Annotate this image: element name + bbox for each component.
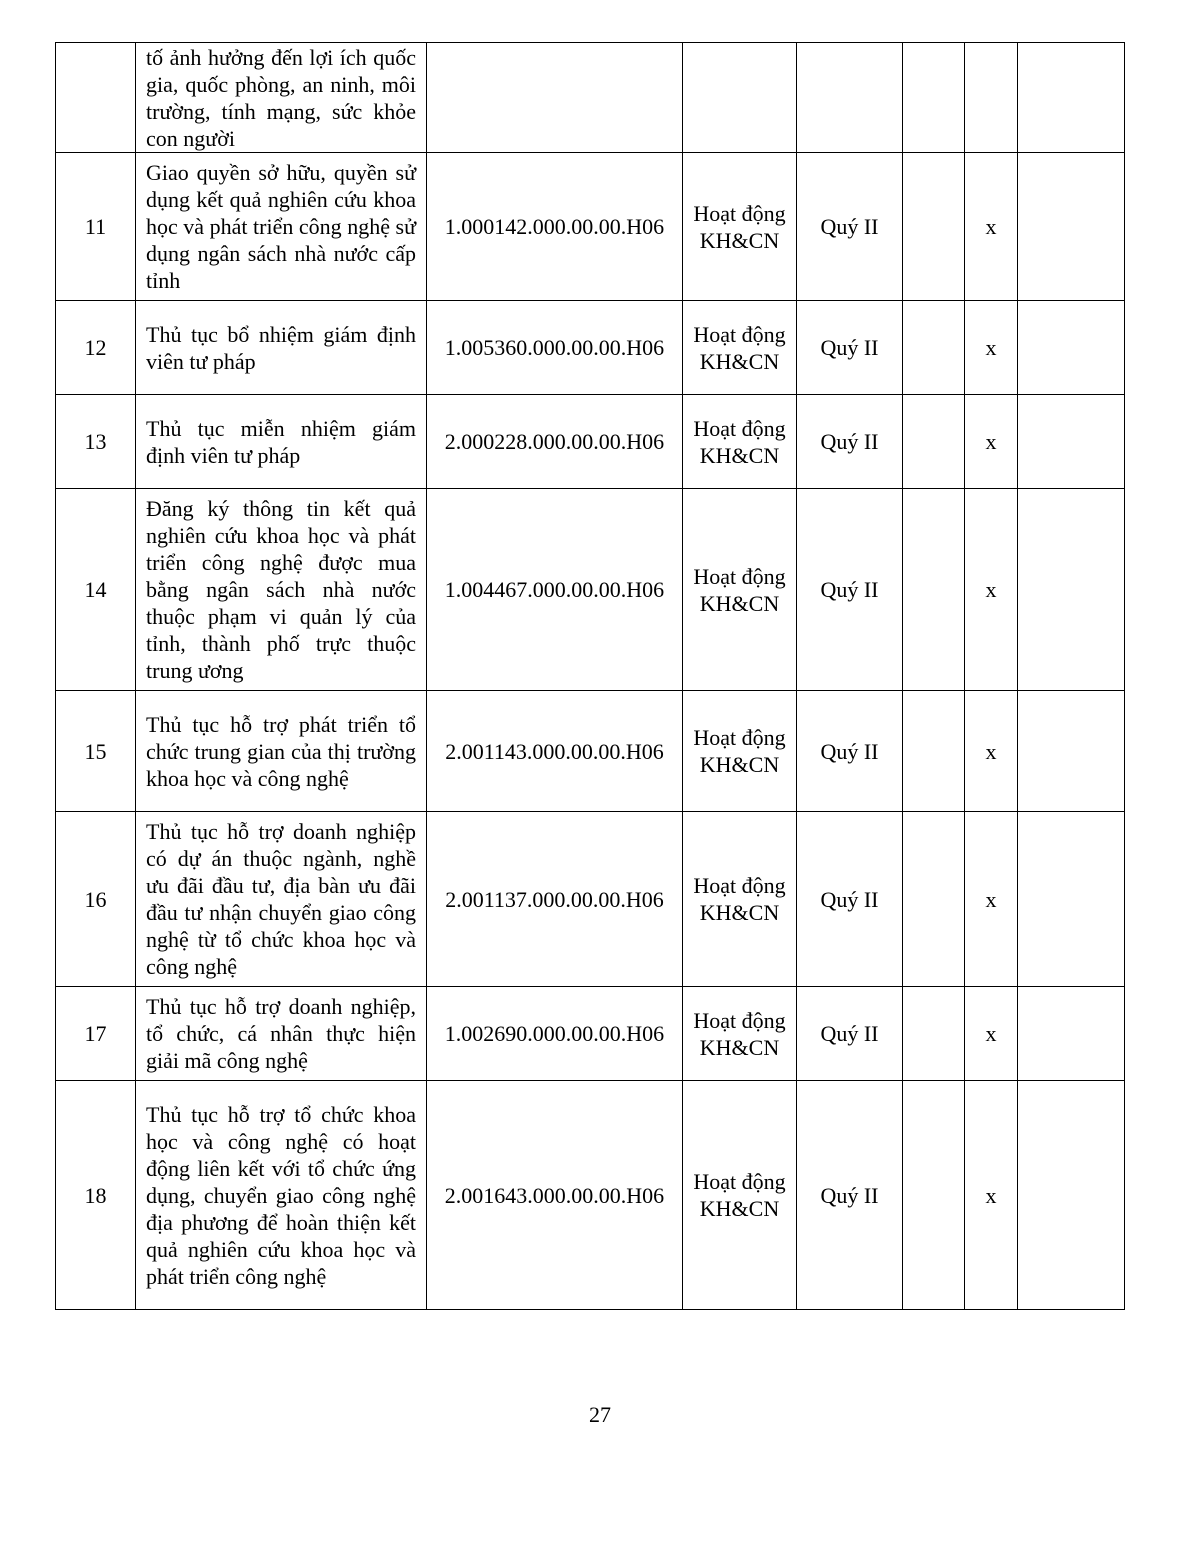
table-row: [56, 153, 1125, 301]
empty-cell: [1018, 987, 1125, 1081]
empty-cell: [903, 987, 965, 1081]
empty-cell: [1018, 395, 1125, 489]
procedure-quarter: Quý II: [797, 153, 903, 301]
row-number: 16: [56, 812, 136, 987]
procedure-area: Hoạt động KH&CN: [683, 812, 797, 987]
table-row: [56, 812, 1125, 987]
procedure-code: 1.005360.000.00.00.H06: [427, 301, 683, 395]
table-row: [56, 43, 1125, 153]
procedure-area: Hoạt động KH&CN: [683, 987, 797, 1081]
check-mark: x: [965, 987, 1018, 1081]
procedure-quarter: Quý II: [797, 1081, 903, 1310]
empty-cell: [903, 301, 965, 395]
procedure-name: Thủ tục hỗ trợ doanh nghiệp có dự án thuộc ngành, nghề ưu đãi đầu tư, địa bàn ưu đãi đầu tư nhận chuyển giao công nghệ từ tổ chức khoa học và công nghệ: [136, 812, 427, 987]
empty-cell: [903, 691, 965, 812]
procedures-table: [55, 42, 1125, 1310]
procedure-code: [427, 43, 683, 153]
procedure-code: 1.000142.000.00.00.H06: [427, 153, 683, 301]
procedure-area: Hoạt động KH&CN: [683, 153, 797, 301]
empty-cell: [1018, 301, 1125, 395]
procedure-area: Hoạt động KH&CN: [683, 301, 797, 395]
table-row: [56, 489, 1125, 691]
table-row: [56, 1081, 1125, 1310]
empty-cell: [903, 153, 965, 301]
procedure-quarter: [797, 43, 903, 153]
row-number: 12: [56, 301, 136, 395]
procedure-area: Hoạt động KH&CN: [683, 395, 797, 489]
check-mark: x: [965, 395, 1018, 489]
check-mark: [965, 43, 1018, 153]
procedure-name: Thủ tục hỗ trợ tổ chức khoa học và công nghệ có hoạt động liên kết với tổ chức ứng dụng, chuyển giao công nghệ địa phương để hoàn thiện kết quả nghiên cứu khoa học và phát triển công nghệ: [136, 1081, 427, 1310]
check-mark: x: [965, 301, 1018, 395]
row-number: 13: [56, 395, 136, 489]
table-row: [56, 691, 1125, 812]
procedure-name: Giao quyền sở hữu, quyền sử dụng kết quả nghiên cứu khoa học và phát triển công nghệ sử dụng ngân sách nhà nước cấp tỉnh: [136, 153, 427, 301]
procedure-code: 1.004467.000.00.00.H06: [427, 489, 683, 691]
row-number: 17: [56, 987, 136, 1081]
table-row: [56, 395, 1125, 489]
procedure-quarter: Quý II: [797, 987, 903, 1081]
procedure-code: 2.001143.000.00.00.H06: [427, 691, 683, 812]
procedure-area: Hoạt động KH&CN: [683, 489, 797, 691]
empty-cell: [903, 43, 965, 153]
procedure-area: [683, 43, 797, 153]
procedure-quarter: Quý II: [797, 489, 903, 691]
empty-cell: [1018, 1081, 1125, 1310]
procedure-quarter: Quý II: [797, 691, 903, 812]
empty-cell: [1018, 812, 1125, 987]
page-number: 27: [589, 1402, 611, 1427]
procedure-code: 1.002690.000.00.00.H06: [427, 987, 683, 1081]
procedure-name: Thủ tục miễn nhiệm giám định viên tư pháp: [136, 395, 427, 489]
check-mark: x: [965, 153, 1018, 301]
empty-cell: [903, 1081, 965, 1310]
procedure-quarter: Quý II: [797, 812, 903, 987]
empty-cell: [903, 395, 965, 489]
check-mark: x: [965, 691, 1018, 812]
empty-cell: [1018, 153, 1125, 301]
row-number: [56, 43, 136, 153]
procedure-quarter: Quý II: [797, 395, 903, 489]
procedure-name: Thủ tục hỗ trợ doanh nghiệp, tổ chức, cá nhân thực hiện giải mã công nghệ: [136, 987, 427, 1081]
row-number: 18: [56, 1081, 136, 1310]
empty-cell: [1018, 489, 1125, 691]
procedure-name: Thủ tục hỗ trợ phát triển tổ chức trung gian của thị trường khoa học và công nghệ: [136, 691, 427, 812]
procedure-name: Đăng ký thông tin kết quả nghiên cứu khoa học và phát triển công nghệ được mua bằng ngân sách nhà nước thuộc phạm vi quản lý của tỉnh, thành phố trực thuộc trung ương: [136, 489, 427, 691]
row-number: 14: [56, 489, 136, 691]
check-mark: x: [965, 812, 1018, 987]
empty-cell: [903, 489, 965, 691]
empty-cell: [1018, 691, 1125, 812]
procedure-quarter: Quý II: [797, 301, 903, 395]
procedure-name: tố ảnh hưởng đến lợi ích quốc gia, quốc phòng, an ninh, môi trường, tính mạng, sức khỏe con người: [136, 43, 427, 153]
procedure-code: 2.000228.000.00.00.H06: [427, 395, 683, 489]
procedure-code: 2.001137.000.00.00.H06: [427, 812, 683, 987]
procedure-area: Hoạt động KH&CN: [683, 691, 797, 812]
empty-cell: [1018, 43, 1125, 153]
table-row: [56, 301, 1125, 395]
procedure-code: 2.001643.000.00.00.H06: [427, 1081, 683, 1310]
empty-cell: [903, 812, 965, 987]
row-number: 15: [56, 691, 136, 812]
row-number: 11: [56, 153, 136, 301]
table-row: [56, 987, 1125, 1081]
procedure-area: Hoạt động KH&CN: [683, 1081, 797, 1310]
check-mark: x: [965, 1081, 1018, 1310]
check-mark: x: [965, 489, 1018, 691]
procedure-name: Thủ tục bổ nhiệm giám định viên tư pháp: [136, 301, 427, 395]
